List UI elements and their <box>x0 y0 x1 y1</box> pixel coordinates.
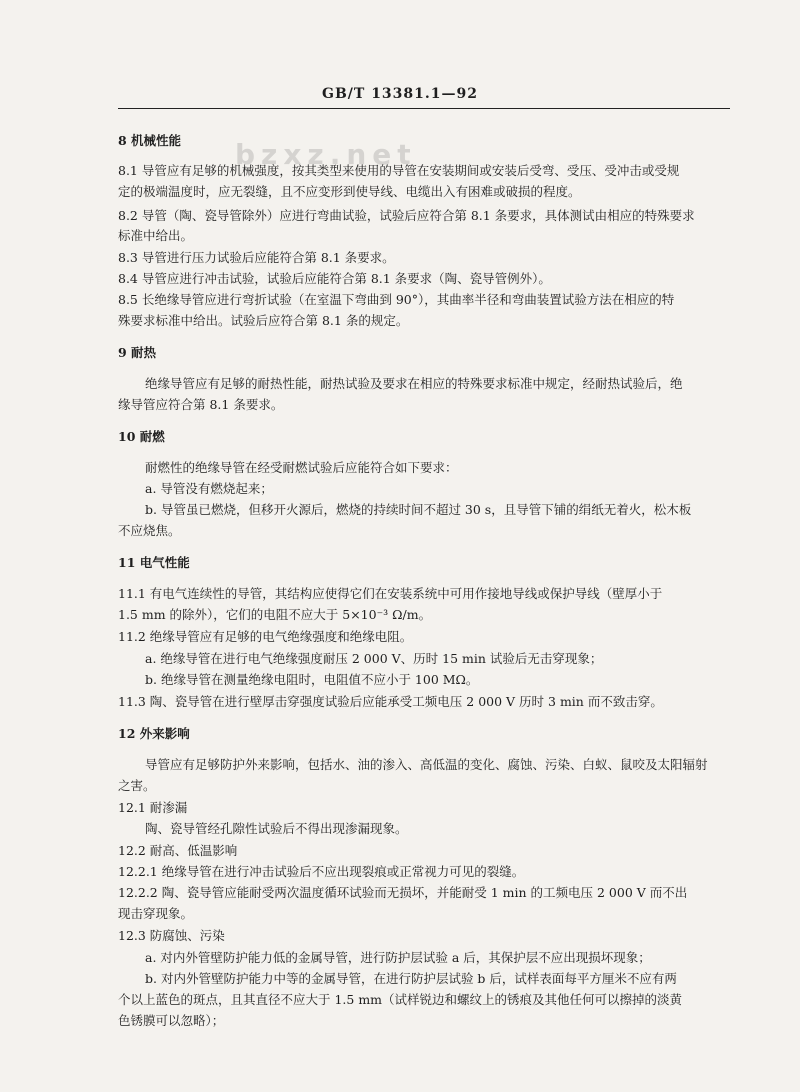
text-line: 定的极端温度时，应无裂缝，且不应变形到使导线、电缆出入有困难或破损的程度。 <box>118 184 581 199</box>
subsection-heading: 12.3 防腐蚀、污染 <box>118 928 225 943</box>
text-line: 8.1 导管应有足够的机械强度，按其类型来使用的导管在安装期间或安装后受弯、受压、受冲击或受规 <box>118 163 680 178</box>
text-line: 12.2.2 陶、瓷导管应能耐受两次温度循环试验而无损坏，并能耐受 1 min 的工频电压 2 000 V 而不出 <box>118 885 688 900</box>
text-line: 之害。 <box>118 778 156 793</box>
list-item: b. 导管虽已燃烧，但移开火源后，燃烧的持续时间不超过 30 s，且导管下铺的绢纸无着火，松木板 <box>145 502 692 517</box>
text-line: 8.4 导管应进行冲击试验，试验后应能符合第 8.1 条要求（陶、瓷导管例外）。 <box>118 271 551 286</box>
text-line: 11.3 陶、瓷导管在进行壁厚击穿强度试验后应能承受工频电压 2 000 V 历时 3 min 而不致击穿。 <box>118 694 663 709</box>
list-item: b. 对内外管壁防护能力中等的金属导管，在进行防护层试验 b 后，试样表面每平方厘米不应有两 <box>145 971 677 986</box>
text-line: 8.3 导管进行压力试验后应能符合第 8.1 条要求。 <box>118 250 395 265</box>
text-line: 8.5 长绝缘导管应进行弯折试验（在室温下弯曲到 90°），其曲率半径和弯曲装置试验方法在相应的特 <box>118 292 675 307</box>
page-header-title: GB/T 13381.1—92 <box>322 86 478 102</box>
text-line: 殊要求标准中给出。试验后应符合第 8.1 条的规定。 <box>118 313 409 328</box>
text-line: 11.1 有电气连续性的导管，其结构应使得它们在安装系统中可用作接地导线或保护导线（壁厚小于 <box>118 586 663 601</box>
text-line: 陶、瓷导管经孔隙性试验后不得出现渗漏现象。 <box>145 821 408 836</box>
text-line: 绝缘导管应有足够的耐热性能，耐热试验及要求在相应的特殊要求标准中规定，经耐热试验后，绝 <box>145 376 683 391</box>
text-line: 色锈膜可以忽略）； <box>118 1013 225 1028</box>
text-line: 8.2 导管（陶、瓷导管除外）应进行弯曲试验，试验后应符合第 8.1 条要求，具体测试由相应的特殊要求 <box>118 208 695 223</box>
watermark: bzxz.net <box>235 138 417 171</box>
section-heading: 8 机械性能 <box>118 133 182 148</box>
text-line: 缘导管应符合第 8.1 条要求。 <box>118 397 284 412</box>
list-item: a. 导管没有燃烧起来； <box>145 481 273 496</box>
subsection-heading: 12.1 耐渗漏 <box>118 800 188 815</box>
header-rule <box>118 108 730 109</box>
text-line: 耐燃性的绝缘导管在经受耐燃试验后应能符合如下要求： <box>145 460 458 475</box>
text-line: 导管应有足够防护外来影响，包括水、油的渗入、高低温的变化、腐蚀、污染、白蚁、鼠咬及太阳辐射 <box>145 757 708 772</box>
text-line: 11.2 绝缘导管应有足够的电气绝缘强度和绝缘电阻。 <box>118 629 413 644</box>
text-line: 标准中给出。 <box>118 228 194 243</box>
section-heading: 9 耐热 <box>118 345 157 360</box>
section-heading: 10 耐燃 <box>118 429 165 444</box>
text-line: 个以上蓝色的斑点，且其直径不应大于 1.5 mm（试样锐边和螺纹上的锈痕及其他任何可以擦掉的淡黄 <box>118 992 683 1007</box>
list-item: b. 绝缘导管在测量绝缘电阻时，电阻值不应小于 100 MΩ。 <box>145 672 479 687</box>
section-heading: 11 电气性能 <box>118 555 190 570</box>
list-item: a. 对内外管壁防护能力低的金属导管，进行防护层试验 a 后，其保护层不应出现损坏现象； <box>145 950 651 965</box>
section-heading: 12 外来影响 <box>118 726 190 741</box>
text-line: 现击穿现象。 <box>118 906 194 921</box>
text-line: 不应烧焦。 <box>118 523 181 538</box>
text-line: 12.2.1 绝缘导管在进行冲击试验后不应出现裂痕或正常视力可见的裂缝。 <box>118 864 525 879</box>
subsection-heading: 12.2 耐高、低温影响 <box>118 843 238 858</box>
text-line: 1.5 mm 的除外），它们的电阻不应大于 5×10⁻³ Ω/m。 <box>118 607 432 622</box>
list-item: a. 绝缘导管在进行电气绝缘强度耐压 2 000 V、历时 15 min 试验后无击穿现象； <box>145 651 603 666</box>
